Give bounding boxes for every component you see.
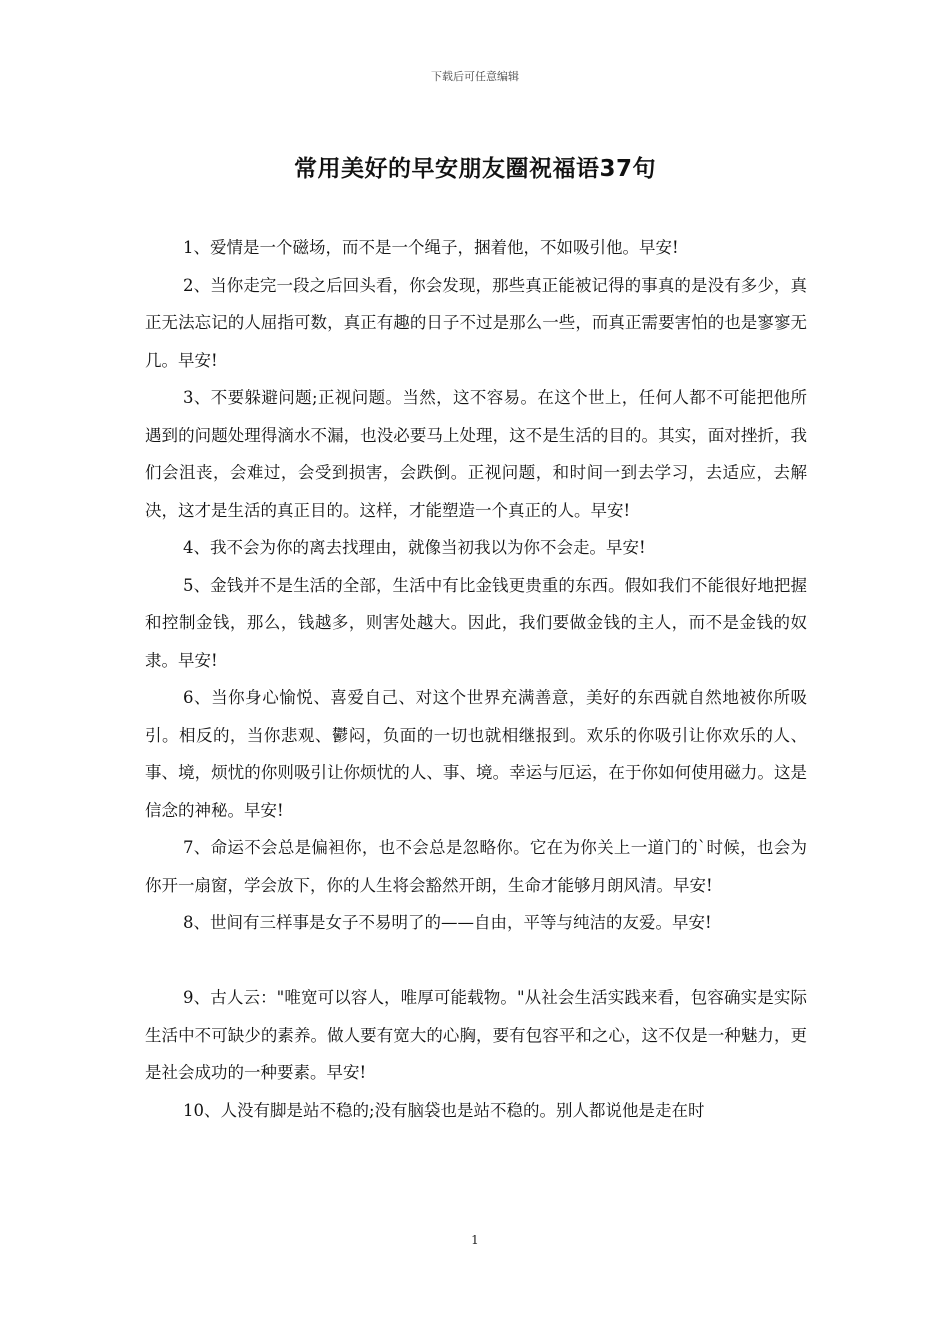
paragraph-6: 6、当你身心愉悦、喜爱自己、对这个世界充满善意，美好的东西就自然地被你所吸引。相反的，当你悲观、鬱闷，负面的一切也就相继报到。欢乐的你吸引让你欢乐的人、事、境，烦忧的你则吸引让你烦忧的人、事、境。幸运与厄运，在于你如何使用磁力。这是信念的神秘。早安! [145,688,807,820]
document-body [145,229,807,1129]
page-header: 下载后可任意编辑 [431,70,519,83]
paragraph-5: 5、金钱并不是生活的全部，生活中有比金钱更贵重的东西。假如我们不能很好地把握和控制金钱，那么，钱越多，则害处越大。因此，我们要做金钱的主人，而不是金钱的奴隶。早安! [145,575,807,670]
paragraph-8: 8、世间有三样事是女子不易明了的——自由，平等与纯洁的友爱。早安! [183,913,712,932]
paragraph-7: 7、命运不会总是偏袒你，也不会总是忽略你。它在为你关上一道门的`时候，也会为你开一扇窗，学会放下，你的人生将会豁然开朗，生命才能够月朗风清。早安! [145,838,807,895]
paragraph-10: 10、人没有脚是站不稳的;没有脑袋也是站不稳的。别人都说他是走在时 [183,1100,705,1120]
page-number: 1 [471,1233,479,1247]
paragraph-spacer [145,942,807,980]
paragraph-9: 9、古人云："唯宽可以容人，唯厚可能载物。"从社会生活实践来看，包容确实是实际生活中不可缺少的素养。做人要有宽大的心胸，要有包容平和之心，这不仅是一种魅力，更是社会成功的一种要素。早安! [145,988,807,1082]
paragraph-3: 3、不要躲避问题;正视问题。当然，这不容易。在这个世上，任何人都不可能把他所遇到的问题处理得滴水不漏，也没必要马上处理，这不是生活的目的。其实，面对挫折，我们会沮丧，会难过，会受到损害，会跌倒。正视问题，和时间一到去学习，去适应，去解决，这才是生活的真正目的。这样，才能塑造一个真正的人。早安! [145,388,807,520]
paragraph-1: 1、爱情是一个磁场，而不是一个绳子，捆着他，不如吸引他。早安! [183,238,679,257]
paragraph-4: 4、我不会为你的离去找理由，就像当初我以为你不会走。早安! [183,538,646,557]
paragraph-2: 2、当你走完一段之后回头看，你会发现，那些真正能被记得的事真的是没有多少，真正无法忘记的人屈指可数，真正有趣的日子不过是那么一些，而真正需要害怕的也是寥寥无几。早安! [145,275,807,370]
document-title: 常用美好的早安朋友圈祝福语37句 [293,156,656,182]
